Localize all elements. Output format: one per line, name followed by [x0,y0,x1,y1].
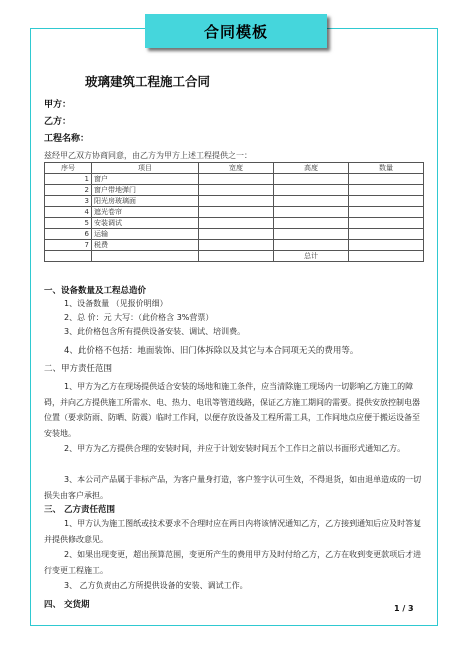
section2-para2 [44,441,424,457]
row-width [199,174,274,185]
row-width [199,207,274,218]
table-row [45,218,424,229]
table-row [45,185,424,196]
row-no [45,251,92,262]
table-row [45,196,424,207]
section1-title: 一、设备数量及工程总造价 [44,286,147,296]
template-banner: 合同模板 [145,14,327,48]
table-total-row [45,251,424,262]
row-item: 运输 [92,229,199,240]
row-item: 阳光房玻璃面 [92,196,199,207]
page-number: 1 / 3 [394,604,414,613]
section2-title: 二、甲方责任范围 [44,364,113,374]
section2-para1 [44,379,424,441]
row-width [199,185,274,196]
row-width [199,251,274,262]
section1-line3: 3、此价格包含所有提供设备安装、调试、培训费。 [64,327,246,336]
row-qty [349,218,424,229]
row-height [274,240,349,251]
row-qty [349,185,424,196]
row-item [92,251,199,262]
row-height [274,229,349,240]
section2-para1-text: 1、甲方为乙方在现场提供适合安装的场地和施工条件，应当清除施工现场内一切影响乙方施工的障碍，并向乙方提供施工所需水、电、热力、电讯等管道线路，保证乙方施工期间的需要。提供安放控制电器位置（要求防雨、防晒、防震）临时工作间，以便存放设备及工程所需工具，工作间地点应便于搬运设备至安装地。 [44,382,420,438]
col-header-item: 项目 [92,163,199,174]
row-height [274,207,349,218]
row-qty [349,196,424,207]
section2-para3-text: 3、本公司产品属于非标产品，为客户量身打造，客户签字认可生效，不得退货，如由退单造成的一切损失由客户承担。 [44,475,422,500]
row-no: 3 [45,196,92,207]
section4-title: 四、 交货期 [44,600,90,610]
row-height [274,174,349,185]
table-row [45,174,424,185]
row-qty [349,240,424,251]
party-b-label: 乙方： [44,117,72,127]
section3-title: 三、 乙方责任范围 [44,505,115,515]
party-a-label: 甲方： [44,100,72,110]
col-header-qty: 数量 [349,163,424,174]
row-item: 窗户 [92,174,199,185]
row-qty [349,251,424,262]
row-item: 税费 [92,240,199,251]
row-height [274,185,349,196]
row-qty [349,207,424,218]
row-no: 6 [45,229,92,240]
table-row [45,207,424,218]
total-label: 总计 [274,251,349,262]
row-qty [349,174,424,185]
row-no: 1 [45,174,92,185]
row-item: 安装调试 [92,218,199,229]
intro-text: 兹经甲乙双方协商同意，由乙方为甲方上述工程提供之一： [44,151,252,160]
row-width [199,218,274,229]
section3-para3-text: 3、 乙方负责由乙方所提供设备的安装、调试工作。 [64,581,248,590]
section3-para3 [44,578,424,594]
col-header-height: 高度 [274,163,349,174]
section2-para2-text: 2、甲方为乙方提供合理的安装时间，并应于计划安装时间五个工作日之前以书面形式通知乙方。 [64,444,406,453]
table-row [45,229,424,240]
row-width [199,240,274,251]
section1-line1: 1、设备数量 （见报价明细） [64,299,168,308]
row-item: 窗户带地弹门 [92,185,199,196]
row-no: 2 [45,185,92,196]
row-no: 7 [45,240,92,251]
row-qty [349,229,424,240]
section3-para2 [44,547,424,578]
row-no: 5 [45,218,92,229]
row-height [274,218,349,229]
section1-line4: 4、此价格不包括：地面装饰、旧门体拆除以及其它与本合同项无关的费用等。 [64,346,359,356]
row-item: 遮光卷帘 [92,207,199,218]
row-no: 4 [45,207,92,218]
section2-para3 [44,472,424,503]
row-height [274,196,349,207]
section3-para1 [44,516,424,547]
table-row [45,240,424,251]
col-header-no: 序号 [45,163,92,174]
row-width [199,229,274,240]
project-name-label: 工程名称： [44,134,90,144]
col-header-width: 宽度 [199,163,274,174]
section3-para1-text: 1、甲方认为施工图纸或技术要求不合理时应在两日内将该情况通知乙方，乙方接到通知后应及时答复并提供修改意见。 [44,519,422,544]
row-width [199,196,274,207]
section1-line2: 2、总 价：元 大写：（此价格含 3%营票） [64,313,214,322]
section3-para2-text: 2、如果出现变更，超出预算范围，变更所产生的费用甲方及时付给乙方，乙方在收到变更款项后才进行变更工程施工。 [44,550,422,575]
table-header-row [45,163,424,174]
items-table [44,162,424,262]
contract-title: 玻璃建筑工程施工合同 [85,74,211,89]
